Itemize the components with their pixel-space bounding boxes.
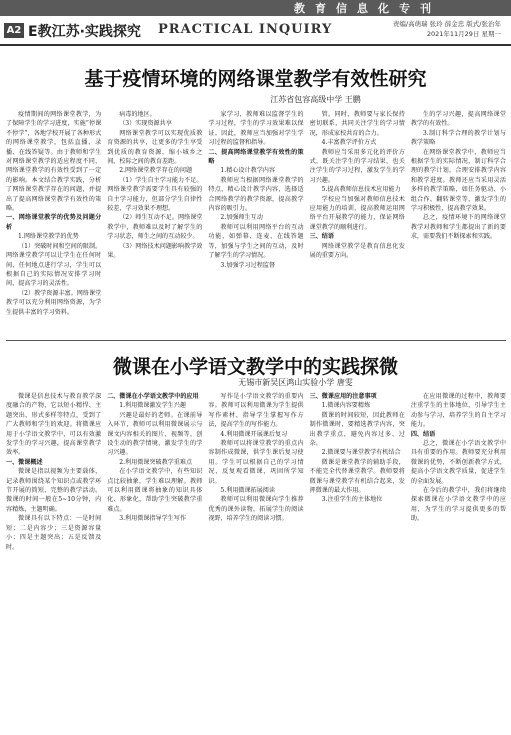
subsection-heading: 3.加强学习过程监督 (220, 261, 275, 269)
subsection-heading: （3）实现资源共享 (119, 120, 172, 128)
paragraph: 病毒的地区。 (119, 111, 156, 118)
paragraph: 微课是指以视频为主要载体，记录教师围绕某个知识点或教学环节开展的简短、完整的教学活动。微课的时间一般在5~10分钟，内容精炼，主题明确。 (6, 468, 102, 513)
article2-column (310, 392, 405, 730)
subsection-heading: 1.微课内容要精炼 (321, 402, 371, 410)
article1-column (310, 110, 405, 334)
subsection-heading: 3.制订科学合理的教学计划与教学策略 (410, 129, 507, 147)
article2-title: 微课在小学语文教学中的实践探微 (112, 356, 398, 378)
article2-body (6, 392, 506, 730)
section-heading: 三、微课应用的注意事项 (309, 393, 377, 400)
paragraph: 微课是信息技术与教育教学深度融合的产物，它以短小精悍、主题突出、形式多样等特点，受到了广大教师和学生的欢迎。将微课应用于小学语文教学中，可以有效激发学生的学习兴趣，提高课堂教学效率。 (6, 393, 102, 457)
paragraph: 在应用微课的过程中，教师要注重学生的主体地位，引导学生主动参与学习，培养学生的自主学习能力。 (410, 393, 507, 429)
article2-column (107, 392, 202, 730)
paragraph: 总之，疫情环境下的网络课堂教学对教师和学生都提出了新的要求，需要我们不断探索和实践。 (410, 214, 507, 241)
editors-info (393, 19, 501, 39)
subsection-heading: 1.网络课堂教学的优势 (18, 233, 79, 241)
paragraph: 兴趣是最好的老师。在课前导入环节，教师可以利用微课展示与课文内容相关的图片、视频等，创设生动的教学情境，激发学生的学习兴趣。 (107, 411, 203, 457)
subsection-heading: 2.利用微课突破教学重难点 (119, 458, 193, 466)
paragraph: 写作是小学语文教学的重要内容。教师可以利用微课为学生提供写作素材，指导学生掌握写作方法，提高学生的写作能力。 (208, 393, 304, 429)
subsection-heading: 1.精心设计教学内容 (220, 167, 275, 175)
paragraph: 生的学习兴趣，提高网络课堂教学的有效性。 (410, 111, 507, 128)
article1-title: 基于疫情环境的网络课堂教学有效性研究 (84, 68, 427, 90)
paragraph: 在小学语文教学中，有些知识点比较抽象，学生难以理解。教师可以利用微课将抽象的知识具体化、形象化，帮助学生突破教学重难点。 (107, 468, 203, 513)
article2-byline: 无锡市新吴区鸿山实验小学 唐雯 (238, 378, 353, 387)
article1-column (208, 110, 303, 334)
paragraph: 网络课堂教学可以实现优质教育资源的共享，让更多的学生享受到优质的教育资源，缩小城乡之间、校际之间的教育差距。 (107, 129, 203, 166)
issue-date: 2021年11月29日 星期一 (426, 30, 501, 38)
page-number: A2 (4, 23, 24, 38)
subsection-heading: 1.利用微课激发学生兴趣 (119, 402, 186, 410)
paragraph: （1）突破时间和空间的限制。网络课堂教学可以让学生在任何时间、任何地点进行学习，学生可以根据自己的实际情况安排学习时间，提高学习的灵活性。 (6, 242, 102, 288)
paragraph: 微课的时间较短，因此教师在制作微课时，要精选教学内容，突出教学重点，避免内容过多、过杂。 (309, 411, 405, 448)
paragraph: 总之，微课在小学语文教学中具有重要的作用。教师要充分利用微课的优势，不断创新教学方式，提高小学语文教学质量，促进学生的全面发展。 (410, 440, 507, 485)
section-heading: 一、微课概述 (6, 458, 43, 466)
section-heading: 四、结语 (410, 430, 436, 438)
paragraph: 学校应当加强对教师信息技术应用能力的培训，提高教师运用网络平台开展教学的能力，保证网络课堂教学的顺利进行。 (309, 195, 405, 231)
paragraph: （2）师生互动不足。网络课堂教学中，教师难以及时了解学生的学习状态，师生之间的互动较少。 (107, 214, 203, 241)
paragraph: 管。同时，教师要与家长保持密切联系，共同关注学生的学习情况，形成家校共育的合力。 (309, 111, 405, 137)
paragraph: 微课具有以下特点：一是时间短；二是内容少；三是资源容量小；四是主题突出；五是反馈及时。 (6, 515, 102, 551)
paragraph: 教师可以利用网络平台的互动功能，如弹幕、连麦、在线答题等，加强与学生之间的互动，及时了解学生的学习情况。 (208, 223, 304, 260)
article1-body (6, 110, 506, 334)
section-english-name: PRACTICAL INQUIRY (158, 22, 333, 37)
subsection-heading: 3.利用微课指导学生写作 (119, 515, 186, 523)
paragraph: （2）教学资源丰富。网络课堂教学可以充分利用网络资源，为学生提供丰富的学习资料。 (6, 289, 102, 316)
article1-column (107, 110, 202, 334)
article2-column (411, 392, 506, 730)
top-banner (0, 0, 511, 16)
section-name: E教江苏·实践探究 (28, 24, 141, 40)
editors-line: 责编/高萌瑞 张玲 薛金忠 版式/张治年 (392, 20, 501, 28)
subsection-heading: 5.利用微课拓展阅读 (220, 487, 275, 495)
paragraph: 家学习，教师难以监督学生的学习过程，学生的学习效果难以保证。因此，教师应当加强对学生学习过程的监督和指导。 (208, 111, 304, 147)
section-heading: 一、网络课堂教学的优势及问题分析 (6, 214, 102, 231)
subsection-heading: 2.网络课堂教学存在的问题 (119, 167, 193, 175)
paragraph: （1）学生自主学习能力不足。网络课堂教学需要学生具有较强的自主学习能力，但部分学生自律性较差，学习效果不理想。 (107, 176, 203, 213)
banner-motto: 教育信息化专刊 (294, 2, 441, 15)
paragraph: 在网络课堂教学中，教师应当根据学生的实际情况，制订科学合理的教学计划，合理安排教学内容和教学进度。教师还应当采用灵活多样的教学策略，如任务驱动、小组合作、翻转课堂等，激发学生的学习积极性，提高教学效果。 (410, 148, 507, 213)
subsection-heading: 3.注重学生的主体地位 (321, 496, 383, 504)
subsection-heading: 2.加强师生互动 (220, 214, 263, 222)
article-divider (6, 340, 506, 341)
article1-byline: 江苏省包容高级中学 王鹏 (270, 95, 361, 104)
paragraph: 教师应当根据网络课堂教学的特点，精心设计教学内容，选择适合网络教学的教学资源，提高教学内容的吸引力。 (208, 176, 304, 213)
article1-column (6, 110, 101, 334)
article1-column (411, 110, 506, 334)
article2-column (6, 392, 101, 730)
subsection-heading: 5.提高教师信息技术应用能力 (321, 186, 401, 194)
subsection-heading: 4.丰富教学评价方式 (321, 139, 377, 147)
paragraph: （3）网络技术问题影响教学效果。 (107, 242, 203, 260)
paragraph: 网络课堂教学是教育信息化发展的重要方向。 (309, 242, 405, 260)
paragraph: 教师可以利用微课向学生推荐优秀的课外读物，拓展学生的阅读视野，培养学生的阅读习惯。 (208, 496, 304, 523)
subsection-heading: 4.利用微课开展课后复习 (220, 430, 288, 438)
paragraph: 教师应当采用多元化的评价方式，既关注学生的学习结果，也关注学生的学习过程，激发学生的学习兴趣。 (309, 148, 405, 184)
paragraph: 微课是课堂教学的辅助手段，不能完全代替课堂教学。教师要将微课与课堂教学有机结合起来，发挥微课的最大作用。 (309, 458, 405, 495)
page-header (0, 16, 511, 46)
paragraph: 教师可以将课堂教学的重点内容制作成微课，供学生课后复习使用。学生可以根据自己的学习情况，反复观看微课，巩固所学知识。 (208, 440, 304, 485)
section-heading: 三、结语 (309, 233, 334, 241)
section-heading: 二、微课在小学语文教学中的应用 (107, 393, 199, 400)
article2-column (208, 392, 303, 730)
paragraph: 在今后的教学中，我们将继续探索微课在小学语文教学中的应用，为学生的学习提供更多的帮助。 (410, 487, 507, 523)
section-heading: 二、提高网络课堂教学有效性的策略 (208, 148, 304, 166)
subsection-heading: 2.微课要与课堂教学有机结合 (321, 449, 401, 457)
paragraph: 疫情期间的网络课堂教学，为了保障学生的学习进度，实施“停课不停学”，各地学校开展了各种形式的网络课堂教学，包括直播、录播、在线答疑等。由于教师和学生对网络课堂教学的适应程度不同，网络课堂教学的有效性受到了一定的影响。本文结合教学实践，分析了网络课堂教学存在的问题，并提出了提高网络课堂教学有效性的策略。 (6, 111, 102, 213)
